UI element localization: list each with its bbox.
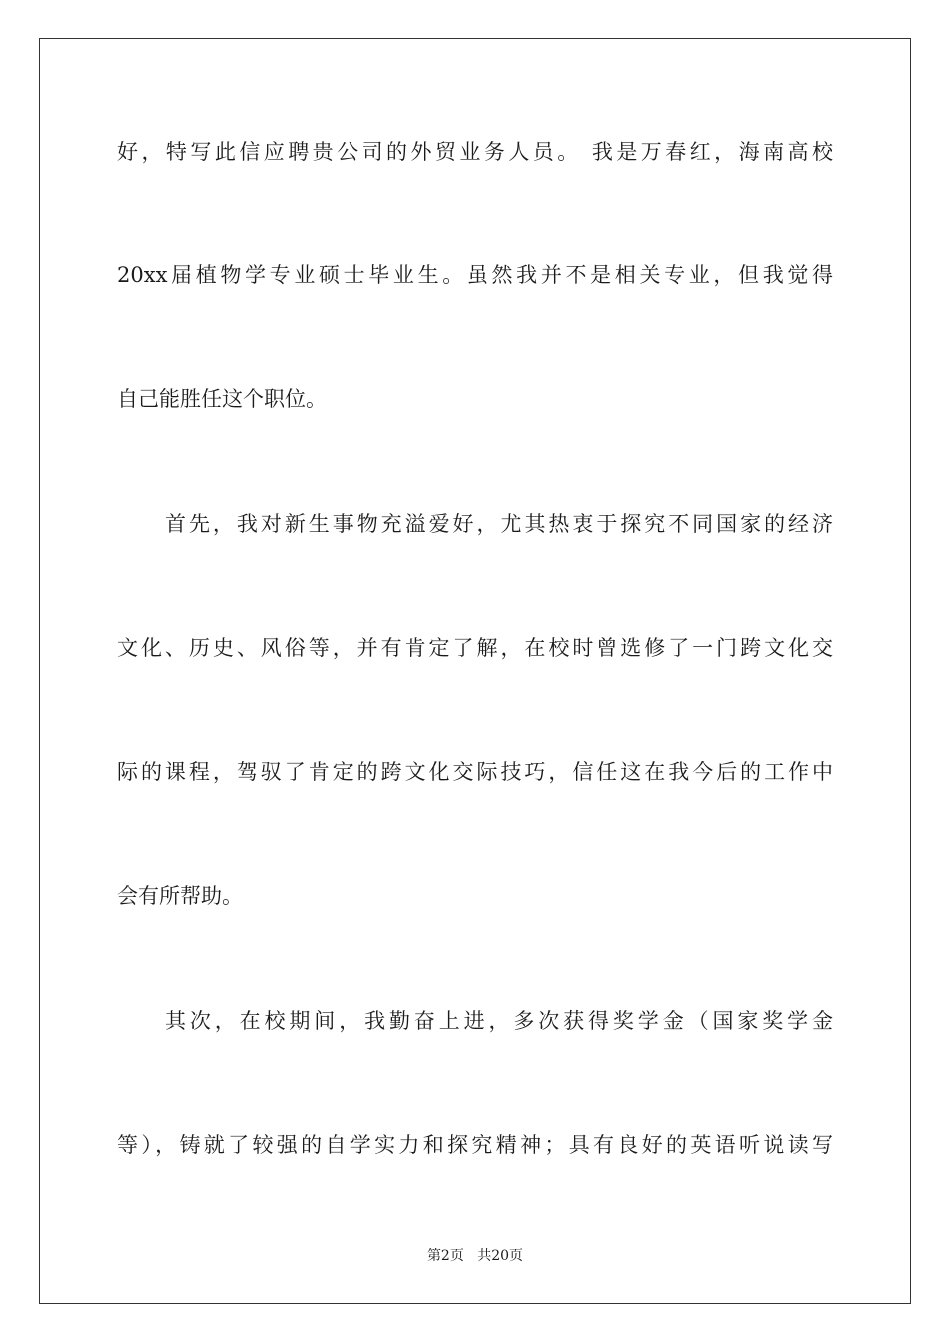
page-number: 第2页 <box>426 1248 464 1264</box>
body-text-line: 自己能胜任这个职位。 <box>117 387 327 411</box>
body-text-line: 会有所帮助。 <box>117 884 243 908</box>
body-text-line: 文化、历史、风俗等，并有肯定了解，在校时曾选修了一门跨文化交 <box>117 636 833 660</box>
total-pages: 共20页 <box>477 1248 524 1264</box>
body-text-line: 好，特写此信应聘贵公司的外贸业务人员。 我是万春红，海南高校 <box>117 140 833 164</box>
body-text-line: 20xx届植物学专业硕士毕业生。虽然我并不是相关专业，但我觉得 <box>117 263 833 287</box>
paragraph-first-line: 其次，在校期间，我勤奋上进，多次获得奖学金（国家奖学金 <box>165 1009 833 1033</box>
body-text-line: 等），铸就了较强的自学实力和探究精神；具有良好的英语听说读写 <box>117 1133 833 1157</box>
page-border <box>39 38 911 1304</box>
body-text-line: 际的课程，驾驭了肯定的跨文化交际技巧，信任这在我今后的工作中 <box>117 760 833 784</box>
page-footer <box>0 1246 950 1266</box>
paragraph-first-line: 首先，我对新生事物充溢爱好，尤其热衷于探究不同国家的经济 <box>165 512 833 536</box>
